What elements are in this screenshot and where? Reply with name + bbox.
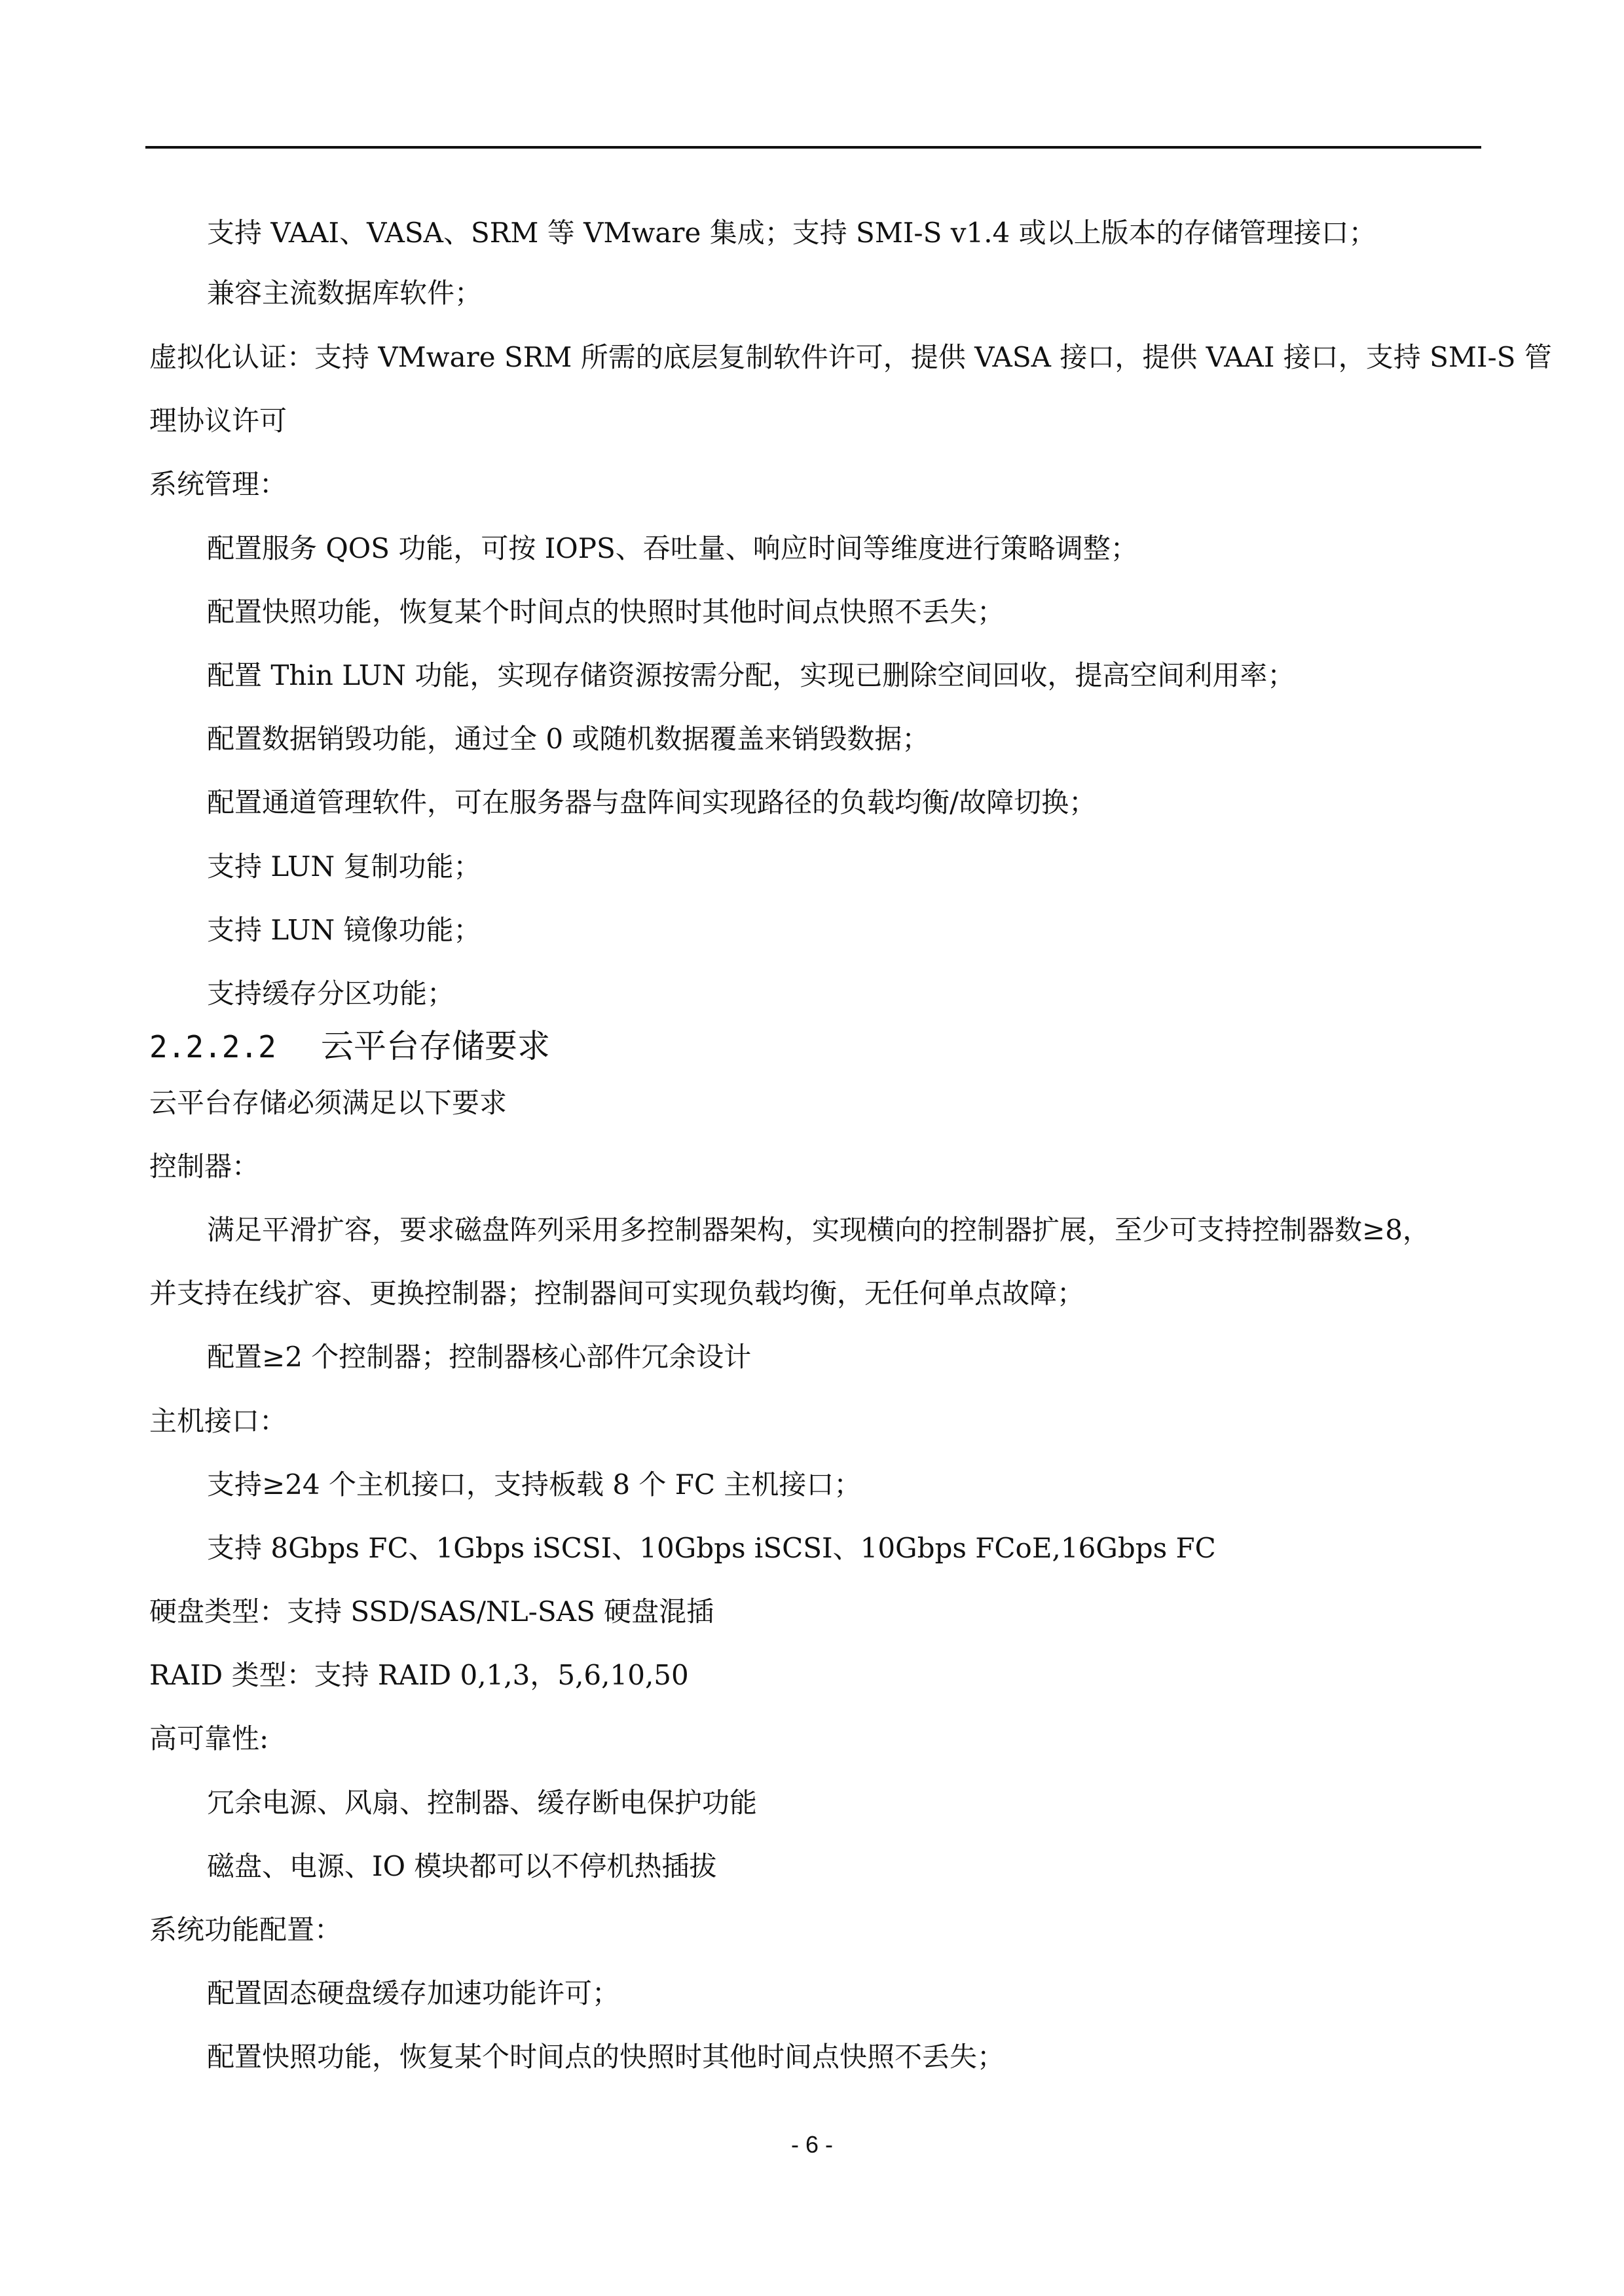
text-line: 配置服务 QOS 功能，可按 IOPS、吞吐量、响应时间等维度进行策略调整； [207,532,1138,564]
text-line: 硬盘类型：支持 SSD/SAS/NL-SAS 硬盘混插 [149,1595,714,1628]
text-line: 配置快照功能，恢复某个时间点的快照时其他时间点快照不丢失； [207,2041,1005,2073]
section-number: 2.2.2.2 [149,1029,276,1065]
section-label: 主机接口： [149,1405,287,1437]
text-line: 满足平滑扩容，要求磁盘阵列采用多控制器架构，实现横向的控制器扩展，至少可支持控制器数≥8， [207,1214,1430,1246]
section-label: 系统功能配置： [149,1914,342,1946]
text-line: 配置数据销毁功能，通过全 0 或随机数据覆盖来销毁数据； [207,723,930,755]
text-line: 支持 LUN 复制功能； [207,850,481,883]
text-line: 配置通道管理软件，可在服务器与盘阵间实现路径的负载均衡/故障切换； [207,786,1097,818]
text-line: 配置快照功能，恢复某个时间点的快照时其他时间点快照不丢失； [207,596,1005,628]
text-line: RAID 类型：支持 RAID 0,1,3，5,6,10,50 [149,1659,689,1691]
header-rule [145,146,1481,149]
text-line: 云平台存储必须满足以下要求 [149,1087,507,1119]
text-line: 配置固态硬盘缓存加速功能许可； [207,1977,620,2009]
section-heading [149,1027,550,1066]
text-line: 支持 VAAI、VASA、SRM 等 VMware 集成；支持 SMI-S v1.4 或以上版本的存储管理接口； [207,217,1376,249]
text-line: 支持≥24 个主机接口，支持板载 8 个 FC 主机接口； [207,1468,862,1501]
text-line: 冗余电源、风扇、控制器、缓存断电保护功能 [207,1787,758,1819]
section-label: 高可靠性: [149,1722,269,1755]
text-line: 磁盘、电源、IO 模块都可以不停机热插拔 [207,1850,717,1882]
text-line: 虚拟化认证：支持 VMware SRM 所需的底层复制软件许可，提供 VASA 接口，提供 VAAI 接口，支持 SMI-S 管 [149,341,1552,373]
text-line: 支持 8Gbps FC、1Gbps iSCSI、10Gbps iSCSI、10Gbps FCoE,16Gbps FC [207,1532,1216,1564]
section-title: 云平台存储要求 [321,1027,550,1065]
section-label: 控制器： [149,1150,260,1182]
text-line: 理协议许可 [149,405,287,437]
text-line: 兼容主流数据库软件； [207,277,483,309]
text-line: 支持 LUN 镜像功能； [207,914,481,946]
text-line: 支持缓存分区功能； [207,977,455,1010]
page-number: - 6 - [790,2131,833,2158]
text-line: 并支持在线扩容、更换控制器；控制器间可实现负载均衡，无任何单点故障； [149,1277,1085,1309]
section-label: 系统管理： [149,468,287,500]
text-line: 配置 Thin LUN 功能，实现存储资源按需分配，实现已删除空间回收，提高空间利用率； [207,659,1295,691]
text-line: 配置≥2 个控制器；控制器核心部件冗余设计 [207,1341,752,1373]
